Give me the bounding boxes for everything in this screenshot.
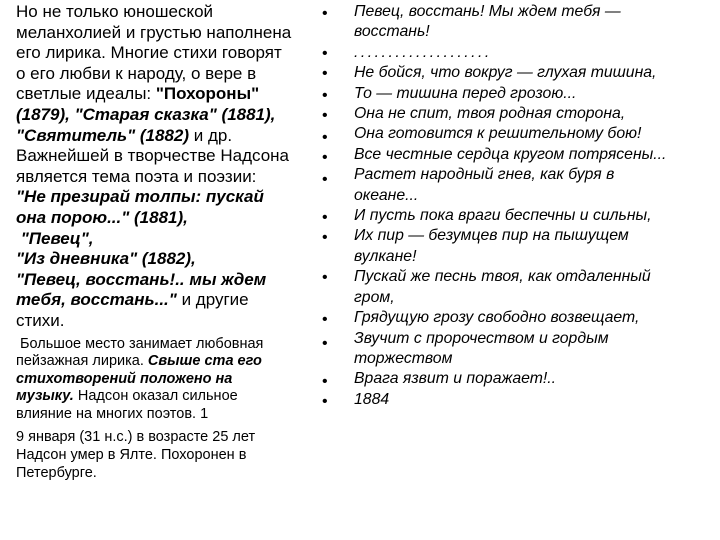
bullet-icon: • xyxy=(322,171,328,188)
poem-titles-line: (1879), "Старая сказка" (1881), xyxy=(16,104,276,124)
text-line: о его любви к народу, о вере в xyxy=(16,63,257,83)
poem-title: она порою..." (1881), xyxy=(16,207,188,227)
bullet-icon: • xyxy=(322,5,328,22)
poem-line: Певец, восстань! Мы ждем тебя — xyxy=(354,3,621,20)
bullet-icon: • xyxy=(322,229,328,246)
text-line: Важнейшей в творчестве Надсона xyxy=(16,146,289,166)
poem-line: Звучит с пророчеством и гордым xyxy=(354,329,609,347)
poem-line: Растет народный гнев, как буря в xyxy=(354,166,615,184)
text-line: является тема поэта и поэзии: xyxy=(16,166,257,186)
poem-line: океане... xyxy=(354,186,419,204)
text-line: стихи. xyxy=(16,310,65,330)
poem-line: .................... xyxy=(354,43,492,61)
text-span: и другие xyxy=(176,290,249,310)
bullet-icon: • xyxy=(322,45,328,62)
poem-line: гром, xyxy=(354,288,395,306)
bold-text: Свыше ста его xyxy=(147,353,262,370)
bullet-icon: • xyxy=(322,87,328,104)
bullet-icon: • xyxy=(322,335,328,352)
text-span: пейзажная лирика. xyxy=(16,353,148,370)
bullet-icon: • xyxy=(322,107,328,124)
poem-line: То — тишина перед грозою... xyxy=(354,84,577,102)
bullet-icon: • xyxy=(322,129,328,146)
bullet-icon: • xyxy=(322,373,328,390)
poem-line: Пускай же песнь твоя, как отдаленный xyxy=(354,268,651,286)
poem-title: "Святитель" (1882) xyxy=(16,125,190,145)
text-line: 9 января (31 н.с.) в возрасте 25 лет xyxy=(16,429,256,446)
text-line: Но не только юношеской xyxy=(16,2,214,21)
poem-line: И пусть пока враги беспечны и сильны, xyxy=(354,207,652,225)
text-line xyxy=(16,84,336,105)
text-span: Надсон оказал сильное xyxy=(73,388,238,405)
poem-title: "Певец, восстань!.. мы ждем xyxy=(16,269,267,289)
poem-column xyxy=(354,2,718,410)
poem-title: тебя, восстань..." xyxy=(16,290,177,310)
text-line: Петербурге. xyxy=(16,464,97,481)
bold-text: музыку. xyxy=(16,388,74,405)
poem-line: Их пир — безумцев пир на пышущем xyxy=(354,227,629,245)
bullet-icon: • xyxy=(322,149,328,166)
bullet-icon: • xyxy=(322,393,328,410)
poem-title: "Из дневника" (1882), xyxy=(16,249,196,269)
text-span: и др. xyxy=(189,125,233,145)
poem-line: Все честные сердца кругом потрясены... xyxy=(354,145,667,163)
poem-title: "Певец", xyxy=(16,228,94,248)
text-line: Надсон умер в Ялте. Похоронен в xyxy=(16,447,247,464)
text-span: светлые идеалы: xyxy=(16,84,156,104)
left-column xyxy=(16,2,336,482)
bullet-icon: • xyxy=(322,65,328,82)
text-line: Большое место занимает любовная xyxy=(16,335,264,352)
text-line: его лирика. Многие стихи говорят xyxy=(16,43,282,63)
poem-line: Она не спит, твоя родная сторона, xyxy=(354,105,626,123)
poem-title: "Не презирай толпы: пускай xyxy=(16,187,264,207)
poem-line: восстань! xyxy=(354,23,430,41)
text-line: меланхолией и грустью наполнена xyxy=(16,22,292,42)
bold-text: стихотворений положено на xyxy=(16,370,233,387)
text-line xyxy=(16,353,336,371)
poem-line: Не бойся, что вокруг — глухая тишина, xyxy=(354,64,657,82)
poem-line: вулкане! xyxy=(354,247,417,265)
poem-title: "Похороны" xyxy=(155,84,260,104)
text-line: влияние на многих поэтов. 1 xyxy=(16,405,209,422)
text-line xyxy=(16,388,336,406)
bullet-icon: • xyxy=(322,269,328,286)
poem-line: Врага язвит и поражает!.. xyxy=(354,370,557,388)
text-line xyxy=(16,126,336,147)
text-line xyxy=(16,290,336,311)
bullet-icon: • xyxy=(322,209,328,226)
poem-line: торжеством xyxy=(354,349,453,367)
poem-line: Грядущую грозу свободно возвещает, xyxy=(354,309,640,327)
poem-line: Она готовится к решительному бою! xyxy=(354,125,642,143)
bullet-icon: • xyxy=(322,311,328,328)
poem-date: 1884 xyxy=(354,390,390,408)
